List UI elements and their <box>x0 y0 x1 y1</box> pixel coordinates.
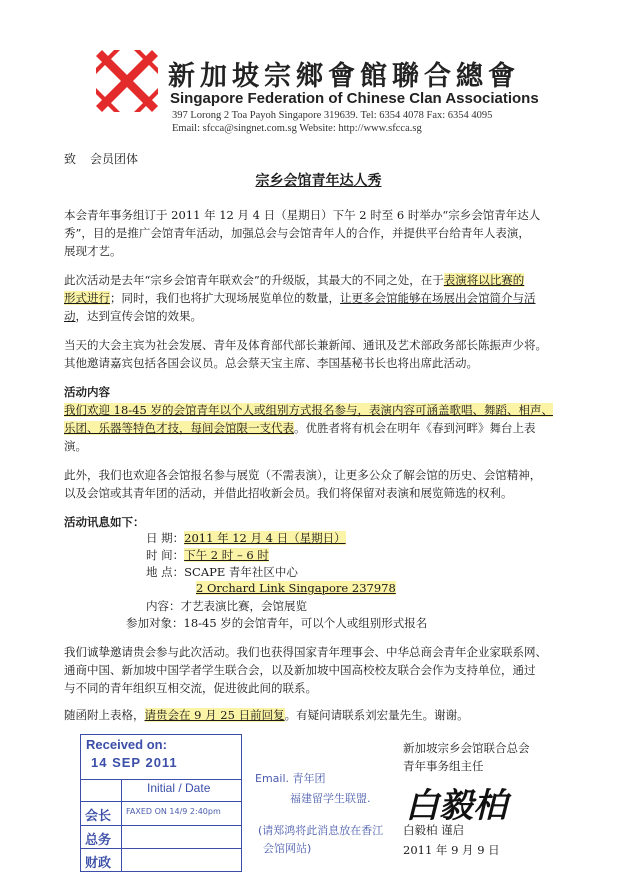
detail-content: 内容：才艺表演比赛，会馆展览 <box>146 599 307 613</box>
para3-line2: 其他邀请嘉宾包括各国会议员。总会蔡天宝主席、李国基秘书长也将出席此活动。 <box>64 356 478 370</box>
para2-line3: 动，达到宣传会馆的效果。 <box>64 309 202 323</box>
org-contact: Email: sfcca@singnet.com.sg Website: http://www.sfcca.sg <box>172 123 422 134</box>
para1-line2: 秀”，目的是推广会馆青年活动，加强总会与会馆青年人的合作，并提供平台给青年人表演， <box>64 226 530 240</box>
handwritten-note-4: 会馆网站) <box>263 842 312 855</box>
signature-date: 2011 年 9 月 9 日 <box>403 843 500 857</box>
para1-line3: 展现才艺。 <box>64 244 122 258</box>
stamp-column-header: Initial / Date <box>147 781 211 795</box>
detail-participants: 参加对象：18-45 岁的会馆青年，可以个人或组别形式报名 <box>126 616 428 630</box>
federation-logo-icon <box>96 50 158 112</box>
signature-dept: 青年事务组主任 <box>403 759 484 773</box>
detail-venue: 地 点：SCAPE 青年社区中心 <box>146 565 298 579</box>
para6: 随函附上表格，请贵会在 9 月 25 日前回复。有疑问请联系刘宏量先生。谢谢。 <box>64 708 469 722</box>
addressee-name: 会员团体 <box>90 152 139 166</box>
detail-time: 时 间：下午 2 时 – 6 时 <box>146 548 269 562</box>
org-chinese-name: 新加坡宗鄉會館聯合總會 <box>168 61 520 92</box>
org-english-name: Singapore Federation of Chinese Clan Associations <box>170 90 539 107</box>
handwritten-note-2: 福建留学生联盟. <box>290 792 371 805</box>
handwritten-note-1: Email. 青年团 <box>255 772 326 785</box>
signature-org: 新加坡宗乡会馆联合总会 <box>403 741 530 755</box>
para5-line3: 与不同的青年组织互相交流，促进彼此间的联系。 <box>64 681 317 695</box>
para2-line2: 形式进行；同时，我们也将扩大现场展览单位的数量，让更多会馆能够在场展出会馆简介与活 <box>64 291 536 305</box>
section-content-line1: 我们欢迎 18-45 岁的会馆青年以个人或组别方式报名参与，表演内容可涵盖歌唱、舞蹈、相声、 <box>64 403 553 417</box>
detail-date: 日 期：2011 年 12 月 4 日（星期日） <box>146 531 346 545</box>
handwritten-signature: 白毅柏 <box>405 786 507 826</box>
handwritten-note-3: (请郑鸿将此消息放在香江 <box>258 824 384 837</box>
received-stamp <box>80 734 242 872</box>
section-details-heading: 活动讯息如下： <box>64 515 145 529</box>
addressee-prefix: 致 <box>64 152 77 166</box>
stamp-date: 14 SEP 2011 <box>91 755 178 770</box>
para3-line1: 当天的大会主宾为社会发展、青年及体育部代部长兼新闻、通讯及艺术部政务部长陈振声少将。 <box>64 338 547 352</box>
stamp-row-treasurer: 财政 <box>85 855 112 870</box>
stamp-received-label: Received on: <box>86 737 167 752</box>
signature-name: 白毅柏 谨启 <box>403 823 465 837</box>
para5-line2: 通商中国、新加坡中国学者学生联合会，以及新加坡中国高校校友联合会作为支持单位，通过 <box>64 663 536 677</box>
section-content-heading: 活动内容 <box>64 385 110 399</box>
section-content-line2: 乐团、乐器等特色才技，每间会馆限一支代表。优胜者将有机会在明年《春到河畔》舞台上表 <box>64 421 536 435</box>
letter-title: 宗乡会馆青年达人秀 <box>255 173 382 189</box>
section-content-line3: 演。 <box>64 439 87 453</box>
para2-line1: 此次活动是去年“宗乡会馆青年联欢会”的升级版，其最大的不同之处，在于表演将以比赛的 <box>64 273 525 287</box>
addressee <box>64 150 152 167</box>
stamp-row-president: 会长 <box>85 808 112 823</box>
para5-line1: 我们诚挚邀请贵会参与此次活动。我们也获得国家青年理事会、中华总商会青年企业家联系网、 <box>64 645 547 659</box>
stamp-fax-note: FAXED ON 14/9 2:40pm <box>126 807 221 816</box>
para4-line1: 此外，我们也欢迎各会馆报名参与展览（不需表演），让更多公众了解会馆的历史、会馆精神， <box>64 468 542 482</box>
para4-line2: 以及会馆或其青年团的活动，并借此招收新会员。我们将保留对表演和展览筛选的权利。 <box>64 486 513 500</box>
para1-line1: 本会青年事务组订于 2011 年 12 月 4 日（星期日）下午 2 时至 6 时举办“宗乡会馆青年达人 <box>64 208 541 222</box>
stamp-row-secretary: 总务 <box>85 832 112 847</box>
detail-venue-address: 2 Orchard Link Singapore 237978 <box>196 581 396 595</box>
org-address: 397 Lorong 2 Toa Payoh Singapore 319639. Tel: 6354 4078 Fax: 6354 4095 <box>172 110 493 121</box>
